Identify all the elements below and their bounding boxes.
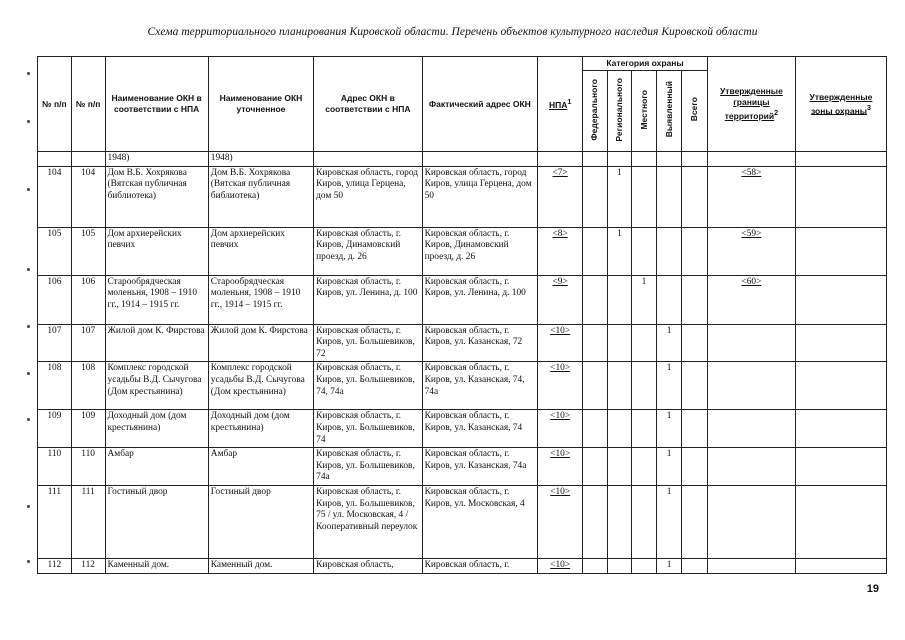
borders-reference xyxy=(707,324,795,362)
local-mark xyxy=(632,166,657,227)
address-actual: Кировская область, город Киров, улица Герцена, дом 50 xyxy=(422,166,538,227)
federal-mark xyxy=(583,275,608,324)
col-header-local: Местного xyxy=(632,71,657,152)
table-row xyxy=(38,275,887,324)
zones-reference xyxy=(795,166,886,227)
identified-mark: 1 xyxy=(656,362,682,410)
object-name: Комплекс городской усадьбы В.Д. Сычугова (Дом крестьянина) xyxy=(105,362,208,410)
local-mark xyxy=(632,558,657,573)
regional-mark: 1 xyxy=(607,227,632,275)
regional-mark xyxy=(607,362,632,410)
identified-mark xyxy=(656,275,682,324)
borders-reference: <60> xyxy=(707,275,795,324)
zones-reference xyxy=(795,448,886,486)
row-number: 105 xyxy=(38,227,72,275)
total-mark xyxy=(682,324,708,362)
col-header-borders: Утвержденные границы территорий$^2$ xyxy=(707,57,795,152)
federal-mark xyxy=(583,485,608,558)
federal-mark xyxy=(583,362,608,410)
object-name: Старообрядческая моленьня, 1908 – 1910 гг., 1914 – 1915 гг. xyxy=(105,275,208,324)
address-npa: Кировская область, город Киров, улица Герцена, дом 50 xyxy=(314,166,422,227)
identified-mark xyxy=(656,166,682,227)
object-name-refined: Гостиный двор xyxy=(208,485,313,558)
table-row xyxy=(38,227,887,275)
address-npa: Кировская область, г. Киров, ул. Большевиков, 74 xyxy=(314,410,422,448)
row-number: 106 xyxy=(38,275,72,324)
col-header-npa: НПА$^1$ xyxy=(538,57,583,152)
regional-mark xyxy=(607,410,632,448)
total-mark xyxy=(682,410,708,448)
row-number-secondary: 107 xyxy=(71,324,105,362)
object-name: Дом архиерейских певчих xyxy=(105,227,208,275)
borders-reference: <59> xyxy=(707,227,795,275)
zones-reference xyxy=(795,152,886,167)
federal-mark xyxy=(583,166,608,227)
borders-reference: <58> xyxy=(707,166,795,227)
total-mark xyxy=(682,448,708,486)
total-mark xyxy=(682,166,708,227)
federal-mark xyxy=(583,410,608,448)
address-actual: Кировская область, г. Киров, ул. Казанская, 74 xyxy=(422,410,538,448)
npa-reference: <7> xyxy=(538,166,583,227)
row-number: 109 xyxy=(38,410,72,448)
federal-mark xyxy=(583,324,608,362)
page-header-title: Схема территориального планирования Кировской области. Перечень объектов культурного наследия Кировской области xyxy=(147,26,758,38)
local-mark xyxy=(632,227,657,275)
object-name-refined: Дом архиерейских певчих xyxy=(208,227,313,275)
identified-mark: 1 xyxy=(656,558,682,573)
borders-reference xyxy=(707,558,795,573)
object-name: 1948) xyxy=(105,152,208,167)
row-number xyxy=(38,152,72,167)
table-row xyxy=(38,324,887,362)
table-row xyxy=(38,166,887,227)
object-name-refined: Комплекс городской усадьбы В.Д. Сычугова (Дом крестьянина) xyxy=(208,362,313,410)
total-mark xyxy=(682,558,708,573)
address-actual: Кировская область, г. Киров, ул. Казанская, 74, 74а xyxy=(422,362,538,410)
table-body xyxy=(38,152,887,574)
address-npa: Кировская область, г. Киров, ул. Большевиков, 74, 74а xyxy=(314,362,422,410)
total-mark xyxy=(682,275,708,324)
table-row xyxy=(38,410,887,448)
table-row xyxy=(38,152,887,167)
object-name-refined: Жилой дом К. Фирстова xyxy=(208,324,313,362)
local-mark xyxy=(632,410,657,448)
total-mark xyxy=(682,362,708,410)
zones-reference xyxy=(795,485,886,558)
total-mark xyxy=(682,152,708,167)
borders-reference xyxy=(707,152,795,167)
row-number: 107 xyxy=(38,324,72,362)
col-header-total: Всего xyxy=(682,71,708,152)
local-mark xyxy=(632,485,657,558)
zones-reference xyxy=(795,275,886,324)
object-name-refined: 1948) xyxy=(208,152,313,167)
col-header-federal: Федерального xyxy=(583,71,608,152)
row-number-secondary xyxy=(71,152,105,167)
address-actual xyxy=(422,152,538,167)
col-header-name-npa: Наименование ОКН в соответствии с НПА xyxy=(105,57,208,152)
col-header-address-npa: Адрес ОКН в соответствии с НПА xyxy=(314,57,422,152)
object-name-refined: Каменный дом. xyxy=(208,558,313,573)
object-name: Амбар xyxy=(105,448,208,486)
table-row xyxy=(38,558,887,573)
address-actual: Кировская область, г. Киров, Динамовский проезд, д. 26 xyxy=(422,227,538,275)
col-header-category: Категория охраны xyxy=(583,57,708,71)
total-mark xyxy=(682,227,708,275)
row-number-secondary: 109 xyxy=(71,410,105,448)
row-number-secondary: 112 xyxy=(71,558,105,573)
address-npa: Кировская область, г. Киров, ул. Большевиков, 74а xyxy=(314,448,422,486)
regional-mark xyxy=(607,275,632,324)
col-header-address-actual: Фактический адрес ОКН xyxy=(422,57,538,152)
npa-reference: <10> xyxy=(538,362,583,410)
object-name-refined: Амбар xyxy=(208,448,313,486)
borders-reference xyxy=(707,485,795,558)
row-number: 112 xyxy=(38,558,72,573)
object-name-refined: Дом В.Б. Хохрякова (Вятская публичная библиотека) xyxy=(208,166,313,227)
address-actual: Кировская область, г. Киров, ул. Ленина, д. 100 xyxy=(422,275,538,324)
borders-reference xyxy=(707,362,795,410)
table-header-row-top xyxy=(38,57,887,71)
npa-reference: <10> xyxy=(538,485,583,558)
table-row xyxy=(38,448,887,486)
row-number-secondary: 111 xyxy=(71,485,105,558)
npa-reference: <10> xyxy=(538,448,583,486)
identified-mark: 1 xyxy=(656,324,682,362)
zones-reference xyxy=(795,227,886,275)
zones-reference xyxy=(795,410,886,448)
object-name: Доходный дом (дом крестьянина) xyxy=(105,410,208,448)
col-header-n2: № п/п xyxy=(71,57,105,152)
federal-mark xyxy=(583,558,608,573)
col-header-name-refined: Наименование ОКН уточненное xyxy=(208,57,313,152)
object-name: Каменный дом. xyxy=(105,558,208,573)
row-number-secondary: 104 xyxy=(71,166,105,227)
object-name-refined: Старообрядческая моленьня, 1908 – 1910 гг., 1914 – 1915 гг. xyxy=(208,275,313,324)
col-header-identified: Выявленный xyxy=(656,71,682,152)
identified-mark xyxy=(656,227,682,275)
identified-mark: 1 xyxy=(656,448,682,486)
object-name-refined: Доходный дом (дом крестьянина) xyxy=(208,410,313,448)
row-number: 108 xyxy=(38,362,72,410)
object-name: Гостиный двор xyxy=(105,485,208,558)
table-row xyxy=(38,362,887,410)
regional-mark xyxy=(607,485,632,558)
local-mark xyxy=(632,324,657,362)
federal-mark xyxy=(583,448,608,486)
col-header-n1: № п/п xyxy=(38,57,72,152)
regional-mark xyxy=(607,152,632,167)
zones-reference xyxy=(795,558,886,573)
federal-mark xyxy=(583,227,608,275)
row-number-secondary: 110 xyxy=(71,448,105,486)
address-npa: Кировская область, г. Киров, Динамовский проезд, д. 26 xyxy=(314,227,422,275)
row-number: 104 xyxy=(38,166,72,227)
address-actual: Кировская область, г. xyxy=(422,558,538,573)
object-name: Жилой дом К. Фирстова xyxy=(105,324,208,362)
npa-reference: <9> xyxy=(538,275,583,324)
borders-reference xyxy=(707,448,795,486)
local-mark xyxy=(632,448,657,486)
table-row xyxy=(38,485,887,558)
local-mark xyxy=(632,152,657,167)
npa-reference: <8> xyxy=(538,227,583,275)
row-number-secondary: 106 xyxy=(71,275,105,324)
identified-mark: 1 xyxy=(656,410,682,448)
regional-mark xyxy=(607,324,632,362)
address-actual: Кировская область, г. Киров, ул. Московская, 4 xyxy=(422,485,538,558)
identified-mark: 1 xyxy=(656,485,682,558)
address-npa xyxy=(314,152,422,167)
page-number: 19 xyxy=(866,583,879,595)
row-number: 111 xyxy=(38,485,72,558)
regional-mark xyxy=(607,448,632,486)
npa-reference xyxy=(538,152,583,167)
address-npa: Кировская область, г. Киров, ул. Ленина, д. 100 xyxy=(314,275,422,324)
regional-mark xyxy=(607,558,632,573)
borders-reference xyxy=(707,410,795,448)
object-name: Дом В.Б. Хохрякова (Вятская публичная библиотека) xyxy=(105,166,208,227)
address-actual: Кировская область, г. Киров, ул. Казанская, 72 xyxy=(422,324,538,362)
address-npa: Кировская область, г. Киров, ул. Большевиков, 75 / ул. Московская, 4 / Кооперативный переулок xyxy=(314,485,422,558)
npa-reference: <10> xyxy=(538,558,583,573)
local-mark xyxy=(632,362,657,410)
col-header-zones: Утвержденные зоны охраны$^3$ xyxy=(795,57,886,152)
local-mark: 1 xyxy=(632,275,657,324)
federal-mark xyxy=(583,152,608,167)
col-header-regional: Регионального xyxy=(607,71,632,152)
npa-reference: <10> xyxy=(538,324,583,362)
address-npa: Кировская область, г. Киров, ул. Большевиков, 72 xyxy=(314,324,422,362)
npa-reference: <10> xyxy=(538,410,583,448)
row-number: 110 xyxy=(38,448,72,486)
row-number-secondary: 108 xyxy=(71,362,105,410)
identified-mark xyxy=(656,152,682,167)
address-actual: Кировская область, г. Киров, ул. Казанская, 74а xyxy=(422,448,538,486)
regional-mark: 1 xyxy=(607,166,632,227)
zones-reference xyxy=(795,324,886,362)
address-npa: Кировская область, xyxy=(314,558,422,573)
zones-reference xyxy=(795,362,886,410)
row-number-secondary: 105 xyxy=(71,227,105,275)
heritage-objects-table xyxy=(37,56,887,574)
total-mark xyxy=(682,485,708,558)
